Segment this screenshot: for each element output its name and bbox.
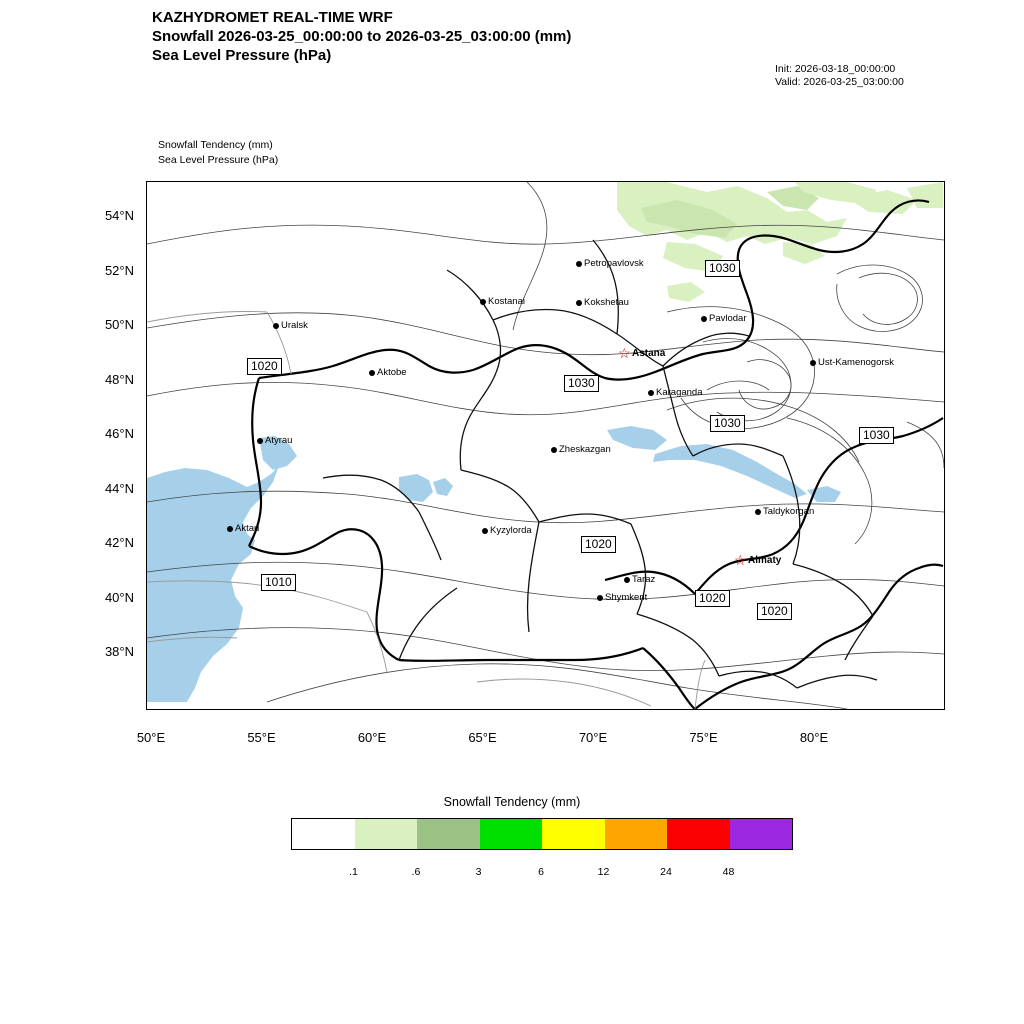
- city-label: Aktobe: [377, 367, 407, 378]
- lon-tick-label: 65°E: [468, 730, 497, 745]
- colorbar-tick-label: 6: [538, 866, 544, 878]
- lat-tick-label: 38°N: [104, 644, 134, 659]
- city-dot: [624, 577, 630, 583]
- map-panel[interactable]: [146, 181, 945, 710]
- city-dot: [597, 595, 603, 601]
- city-dot: [701, 316, 707, 322]
- capital-star-icon: ☆: [734, 552, 747, 568]
- city-label: Karaganda: [656, 387, 703, 398]
- colorbar-swatch-2[interactable]: [417, 819, 480, 849]
- city-label: Taraz: [632, 574, 656, 585]
- city-label: Shymkent: [605, 592, 648, 603]
- city-dot: [551, 447, 557, 453]
- capital-star-icon: ☆: [618, 345, 631, 361]
- city-dot: [227, 526, 233, 532]
- colorbar-swatch-7[interactable]: [730, 819, 793, 849]
- title-block: [152, 8, 571, 65]
- lon-tick-label: 75°E: [689, 730, 718, 745]
- city-label: Taldykorgan: [763, 506, 815, 517]
- colorbar-swatch-6[interactable]: [667, 819, 730, 849]
- title-line-1: KAZHYDROMET REAL-TIME WRF: [152, 9, 393, 26]
- isobar-value-label: 1030: [564, 375, 599, 392]
- lat-tick-label: 40°N: [104, 589, 134, 605]
- colorbar-swatch-1[interactable]: [355, 819, 418, 849]
- city-label: Ust-Kamenogorsk: [818, 357, 895, 368]
- city-label: Almaty: [748, 555, 782, 566]
- city-dot: [273, 323, 279, 329]
- city-dot: [369, 370, 375, 376]
- lat-tick-label: 42°N: [104, 535, 134, 550]
- lon-tick-label: 70°E: [578, 730, 608, 745]
- city-dot: [648, 390, 654, 396]
- city-dot: [482, 528, 488, 534]
- isobar-value-label: 1030: [705, 260, 740, 277]
- city-dot: [576, 300, 582, 306]
- city-label: Kostanai: [488, 296, 525, 307]
- colorbar-swatch-0[interactable]: [292, 819, 355, 849]
- caption-snowfall: Snowfall Tendency (mm): [158, 139, 273, 151]
- colorbar-tick-label: 24: [660, 866, 672, 878]
- lat-tick-label: 52°N: [104, 262, 134, 278]
- colorbar-title: Snowfall Tendency (mm): [443, 795, 581, 809]
- colorbar[interactable]: [291, 818, 793, 850]
- lon-tick-label: 55°E: [247, 730, 276, 745]
- snowfall-shading: [617, 182, 943, 302]
- city-dot: [576, 261, 582, 267]
- init-valid-block: [775, 63, 904, 89]
- colorbar-tick-label: 48: [722, 866, 735, 878]
- city-dot: [810, 360, 816, 366]
- isobar-value-label: 1020: [581, 536, 616, 553]
- isobar-value-label: 1020: [247, 358, 282, 375]
- colorbar-swatch-4[interactable]: [542, 819, 605, 849]
- colorbar-tick-label: .6: [411, 866, 421, 878]
- caption-slp: Sea Level Pressure (hPa): [158, 154, 279, 166]
- lon-tick-label: 60°E: [357, 730, 387, 745]
- lat-tick-label: 44°N: [104, 480, 134, 496]
- isobar-value-label: 1030: [710, 415, 745, 432]
- city-label: Zheskazgan: [559, 444, 611, 455]
- valid-time: Valid: 2026-03-25_03:00:00: [775, 76, 904, 88]
- title-line-2: Snowfall 2026-03-25_00:00:00 to 2026-03-25_03:00:00 (mm): [152, 28, 572, 45]
- city-label: Pavlodar: [709, 313, 747, 324]
- isobar-value-label: 1030: [859, 427, 894, 444]
- colorbar-swatch-3[interactable]: [480, 819, 543, 849]
- city-label: Kokshetau: [584, 297, 629, 308]
- init-time: Init: 2026-03-18_00:00:00: [775, 63, 896, 75]
- field-caption: [158, 138, 278, 168]
- lat-tick-label: 48°N: [104, 371, 134, 387]
- city-label: Astana: [632, 348, 666, 359]
- city-dot: [755, 509, 761, 515]
- colorbar-swatch-5[interactable]: [605, 819, 668, 849]
- city-dot: [480, 299, 486, 305]
- city-label: Aktau: [235, 523, 260, 534]
- city-label: Uralsk: [281, 320, 308, 331]
- isobar-value-label: 1010: [261, 574, 296, 591]
- lat-tick-label: 54°N: [104, 208, 134, 223]
- isobar-value-label: 1020: [757, 603, 792, 620]
- colorbar-tick-label: 3: [475, 866, 482, 878]
- title-line-3: Sea Level Pressure (hPa): [152, 47, 332, 64]
- city-label: Petropavlovsk: [584, 258, 644, 269]
- colorbar-tick-label: 12: [597, 866, 610, 878]
- colorbar-tick-label: .1: [349, 866, 358, 878]
- lat-tick-label: 46°N: [104, 426, 134, 441]
- city-dot: [257, 438, 263, 444]
- city-label: Atyrau: [265, 435, 293, 446]
- city-label: Kyzylorda: [490, 525, 532, 536]
- lon-tick-label: 50°E: [136, 730, 166, 745]
- lat-tick-label: 50°N: [104, 317, 134, 332]
- lon-tick-label: 80°E: [799, 730, 829, 745]
- isobar-value-label: 1020: [695, 590, 730, 607]
